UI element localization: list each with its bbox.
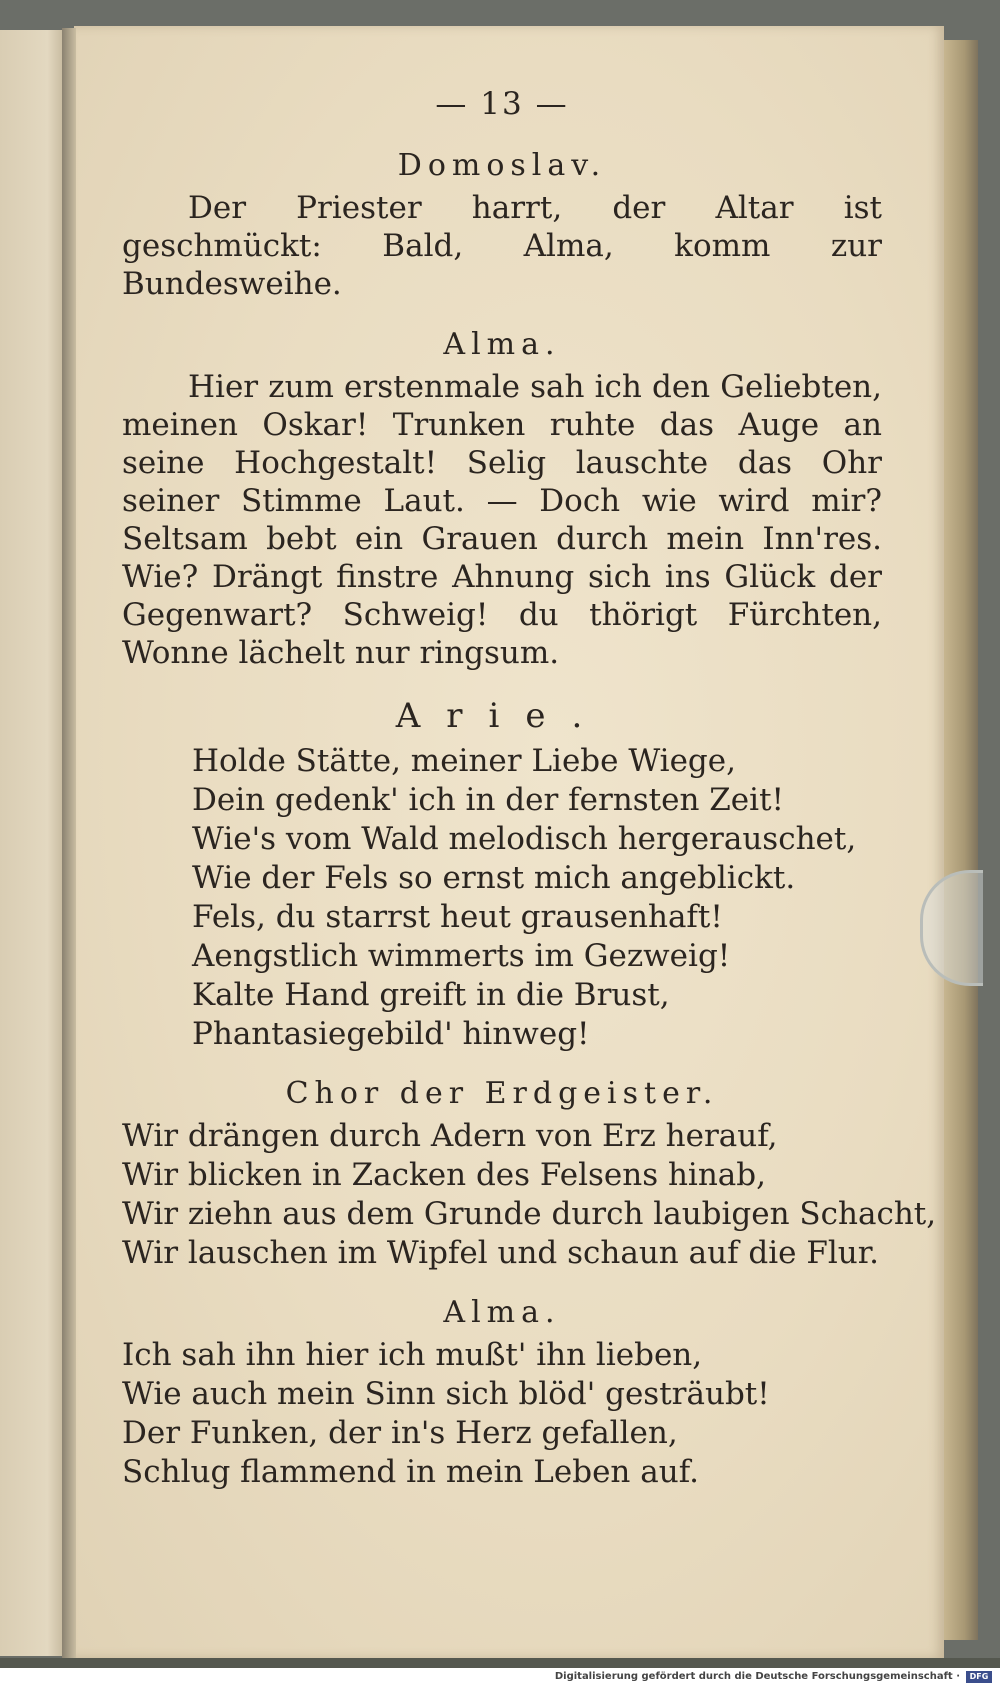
aria-verse — [122, 742, 882, 1054]
verse-line: Kalte Hand greift in die Brust, — [192, 977, 670, 1013]
aria-heading: Arie. — [395, 696, 609, 736]
dfg-logo-icon: DFG — [966, 1671, 992, 1683]
speech-alma-text: Hier zum erstenmale sah ich den Geliebten, meinen Oskar! Trunken ruhte das Auge an seine Hochgestalt! Selig lauschte das Ohr seiner Stimme Laut. — Doch wie wird mir? Seltsam bebt ein Grauen durch mein Inn'res. Wie? Drängt finstre Ahnung sich ins Glück der Gegenwart? Schweig! du thörigt Fürchten, Wonne lächelt nur ringsum. — [122, 369, 882, 671]
speech-alma — [122, 368, 882, 672]
verse-line: Wir blicken in Zacken des Felsens hinab, — [122, 1157, 766, 1193]
scan-bottom-band — [0, 1658, 1000, 1668]
verse-line: Wir ziehn aus dem Grunde durch laubigen Schacht, — [122, 1196, 937, 1232]
verse-line: Wir drängen durch Adern von Erz herauf, — [122, 1118, 778, 1154]
chorus-heading: Chor der Erdgeister. — [285, 1076, 719, 1111]
left-page-edge — [0, 30, 68, 1656]
footer-credit: Digitalisierung gefördert durch die Deutsche Forschungsgemeinschaft · — [554, 1671, 960, 1682]
verse-line: Wie der Fels so ernst mich angeblickt. — [192, 860, 796, 896]
speech-domoslav — [122, 189, 882, 303]
speaker-domoslav: Domoslav. — [397, 148, 607, 183]
verse-line: Der Funken, der in's Herz gefallen, — [122, 1415, 678, 1451]
verse-line: Aengstlich wimmerts im Gezweig! — [192, 938, 731, 974]
page-number: — 13 — — [435, 86, 569, 122]
footer-credit-text: Digitalisierung gefördert durch die Deutsche Forschungsgemeinschaft — [554, 1671, 953, 1682]
verse-line: Wir lauschen im Wipfel und schaun auf die Flur. — [122, 1235, 880, 1271]
verse-line: Phantasiegebild' hinweg! — [192, 1016, 590, 1052]
speaker-alma: Alma. — [443, 327, 561, 362]
verse-line: Wie's vom Wald melodisch hergerauschet, — [192, 821, 857, 857]
speaker-alma-2: Alma. — [443, 1295, 561, 1330]
book-gutter — [62, 28, 76, 1658]
right-page-edge — [944, 40, 978, 1640]
verse-line: Dein gedenk' ich in der fernsten Zeit! — [192, 782, 784, 818]
alma-verse — [122, 1336, 882, 1492]
chorus-verse — [122, 1117, 937, 1273]
page-text — [122, 86, 937, 1514]
verse-line: Schlug flammend in mein Leben auf. — [122, 1454, 699, 1490]
verse-line: Wie auch mein Sinn sich blöd' gesträubt! — [122, 1376, 770, 1412]
speech-domoslav-text: Der Priester harrt, der Altar ist geschmückt: Bald, Alma, komm zur Bundesweihe. — [122, 190, 882, 302]
verse-line: Holde Stätte, meiner Liebe Wiege, — [192, 743, 736, 779]
verse-line: Ich sah ihn hier ich mußt' ihn lieben, — [122, 1337, 703, 1373]
verse-line: Fels, du starrst heut grausenhaft! — [192, 899, 723, 935]
